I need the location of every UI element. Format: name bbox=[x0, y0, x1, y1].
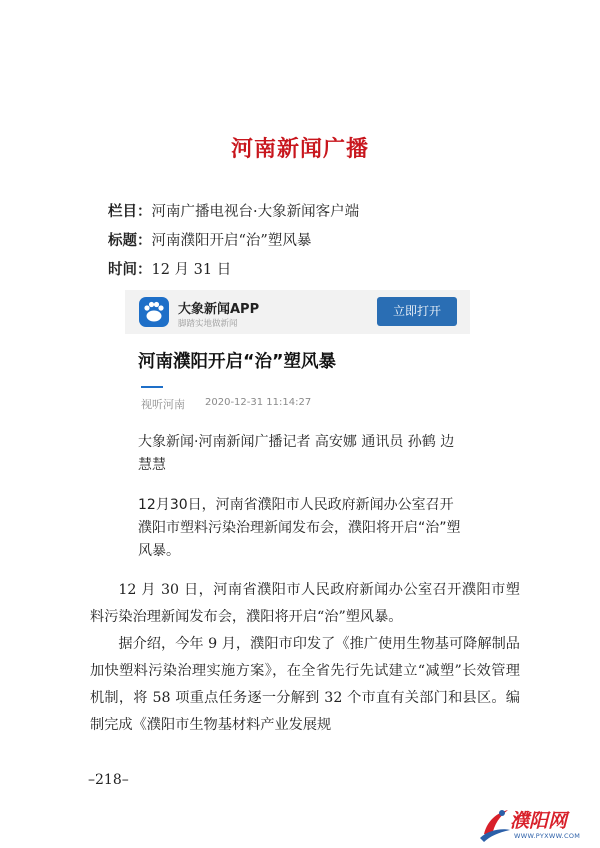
meta-time-value: 12 月 31 日 bbox=[151, 262, 232, 278]
meta-time-row bbox=[108, 260, 231, 280]
body-paragraph-2: 据介绍，今年 9 月，濮阳市印发了《推广使用生物基可降解制品 加快塑料污染治理实施方案》，在全省先行先试建立“减塑”长效管理机制，将 58 项重点任务逐一分解到 32 个市直有关部门和县区。编制完成《濮阳市生物基材料产业发展规 bbox=[90, 636, 520, 733]
app-screenshot bbox=[125, 290, 470, 572]
open-app-button[interactable]: 立即打开 bbox=[377, 297, 457, 326]
app-download-bar bbox=[125, 290, 470, 334]
watermark-url: WWW.PYXWW.COM bbox=[514, 832, 581, 840]
watermark bbox=[478, 804, 596, 844]
page-title: 河南新闻广播 bbox=[230, 136, 369, 162]
article-lead: 12月30日，河南省濮阳市人民政府新闻办公室召开濮阳市塑料污染治理新闻发布会，濮阳将开启“治”塑风暴。 bbox=[138, 497, 461, 559]
meta-headline-row bbox=[108, 231, 311, 251]
article-headline: 河南濮阳开启“治”塑风暴 bbox=[138, 352, 337, 372]
app-logo-icon bbox=[139, 297, 169, 327]
body-paragraph-1: 12 月 30 日，河南省濮阳市人民政府新闻办公室召开濮阳市塑料污染治理新闻发布会，濮阳将开启“治”塑风暴。 bbox=[90, 582, 520, 625]
meta-time-label: 时间： bbox=[108, 262, 152, 278]
meta-headline-value: 河南濮阳开启“治”塑风暴 bbox=[151, 233, 312, 249]
meta-column-value: 河南广播电视台·大象新闻客户端 bbox=[151, 204, 360, 220]
app-name: 大象新闻APP bbox=[178, 302, 260, 317]
meta-column-row bbox=[108, 202, 359, 222]
watermark-name: 濮阳网 bbox=[510, 810, 568, 832]
headline-accent-line bbox=[141, 386, 163, 388]
article-publish-time: 2020-12-31 11:14:27 bbox=[205, 397, 312, 408]
watermark-logo-icon bbox=[478, 804, 512, 844]
article-byline: 大象新闻·河南新闻广播记者 高安娜 通讯员 孙鹤 边慧慧 bbox=[138, 434, 455, 473]
meta-headline-label: 标题： bbox=[108, 233, 152, 249]
meta-column-label: 栏目： bbox=[108, 204, 152, 220]
article-source[interactable]: 视听河南 bbox=[141, 398, 185, 411]
page-number: –218– bbox=[88, 772, 129, 788]
app-slogan: 脚踏实地做新闻 bbox=[178, 319, 238, 329]
